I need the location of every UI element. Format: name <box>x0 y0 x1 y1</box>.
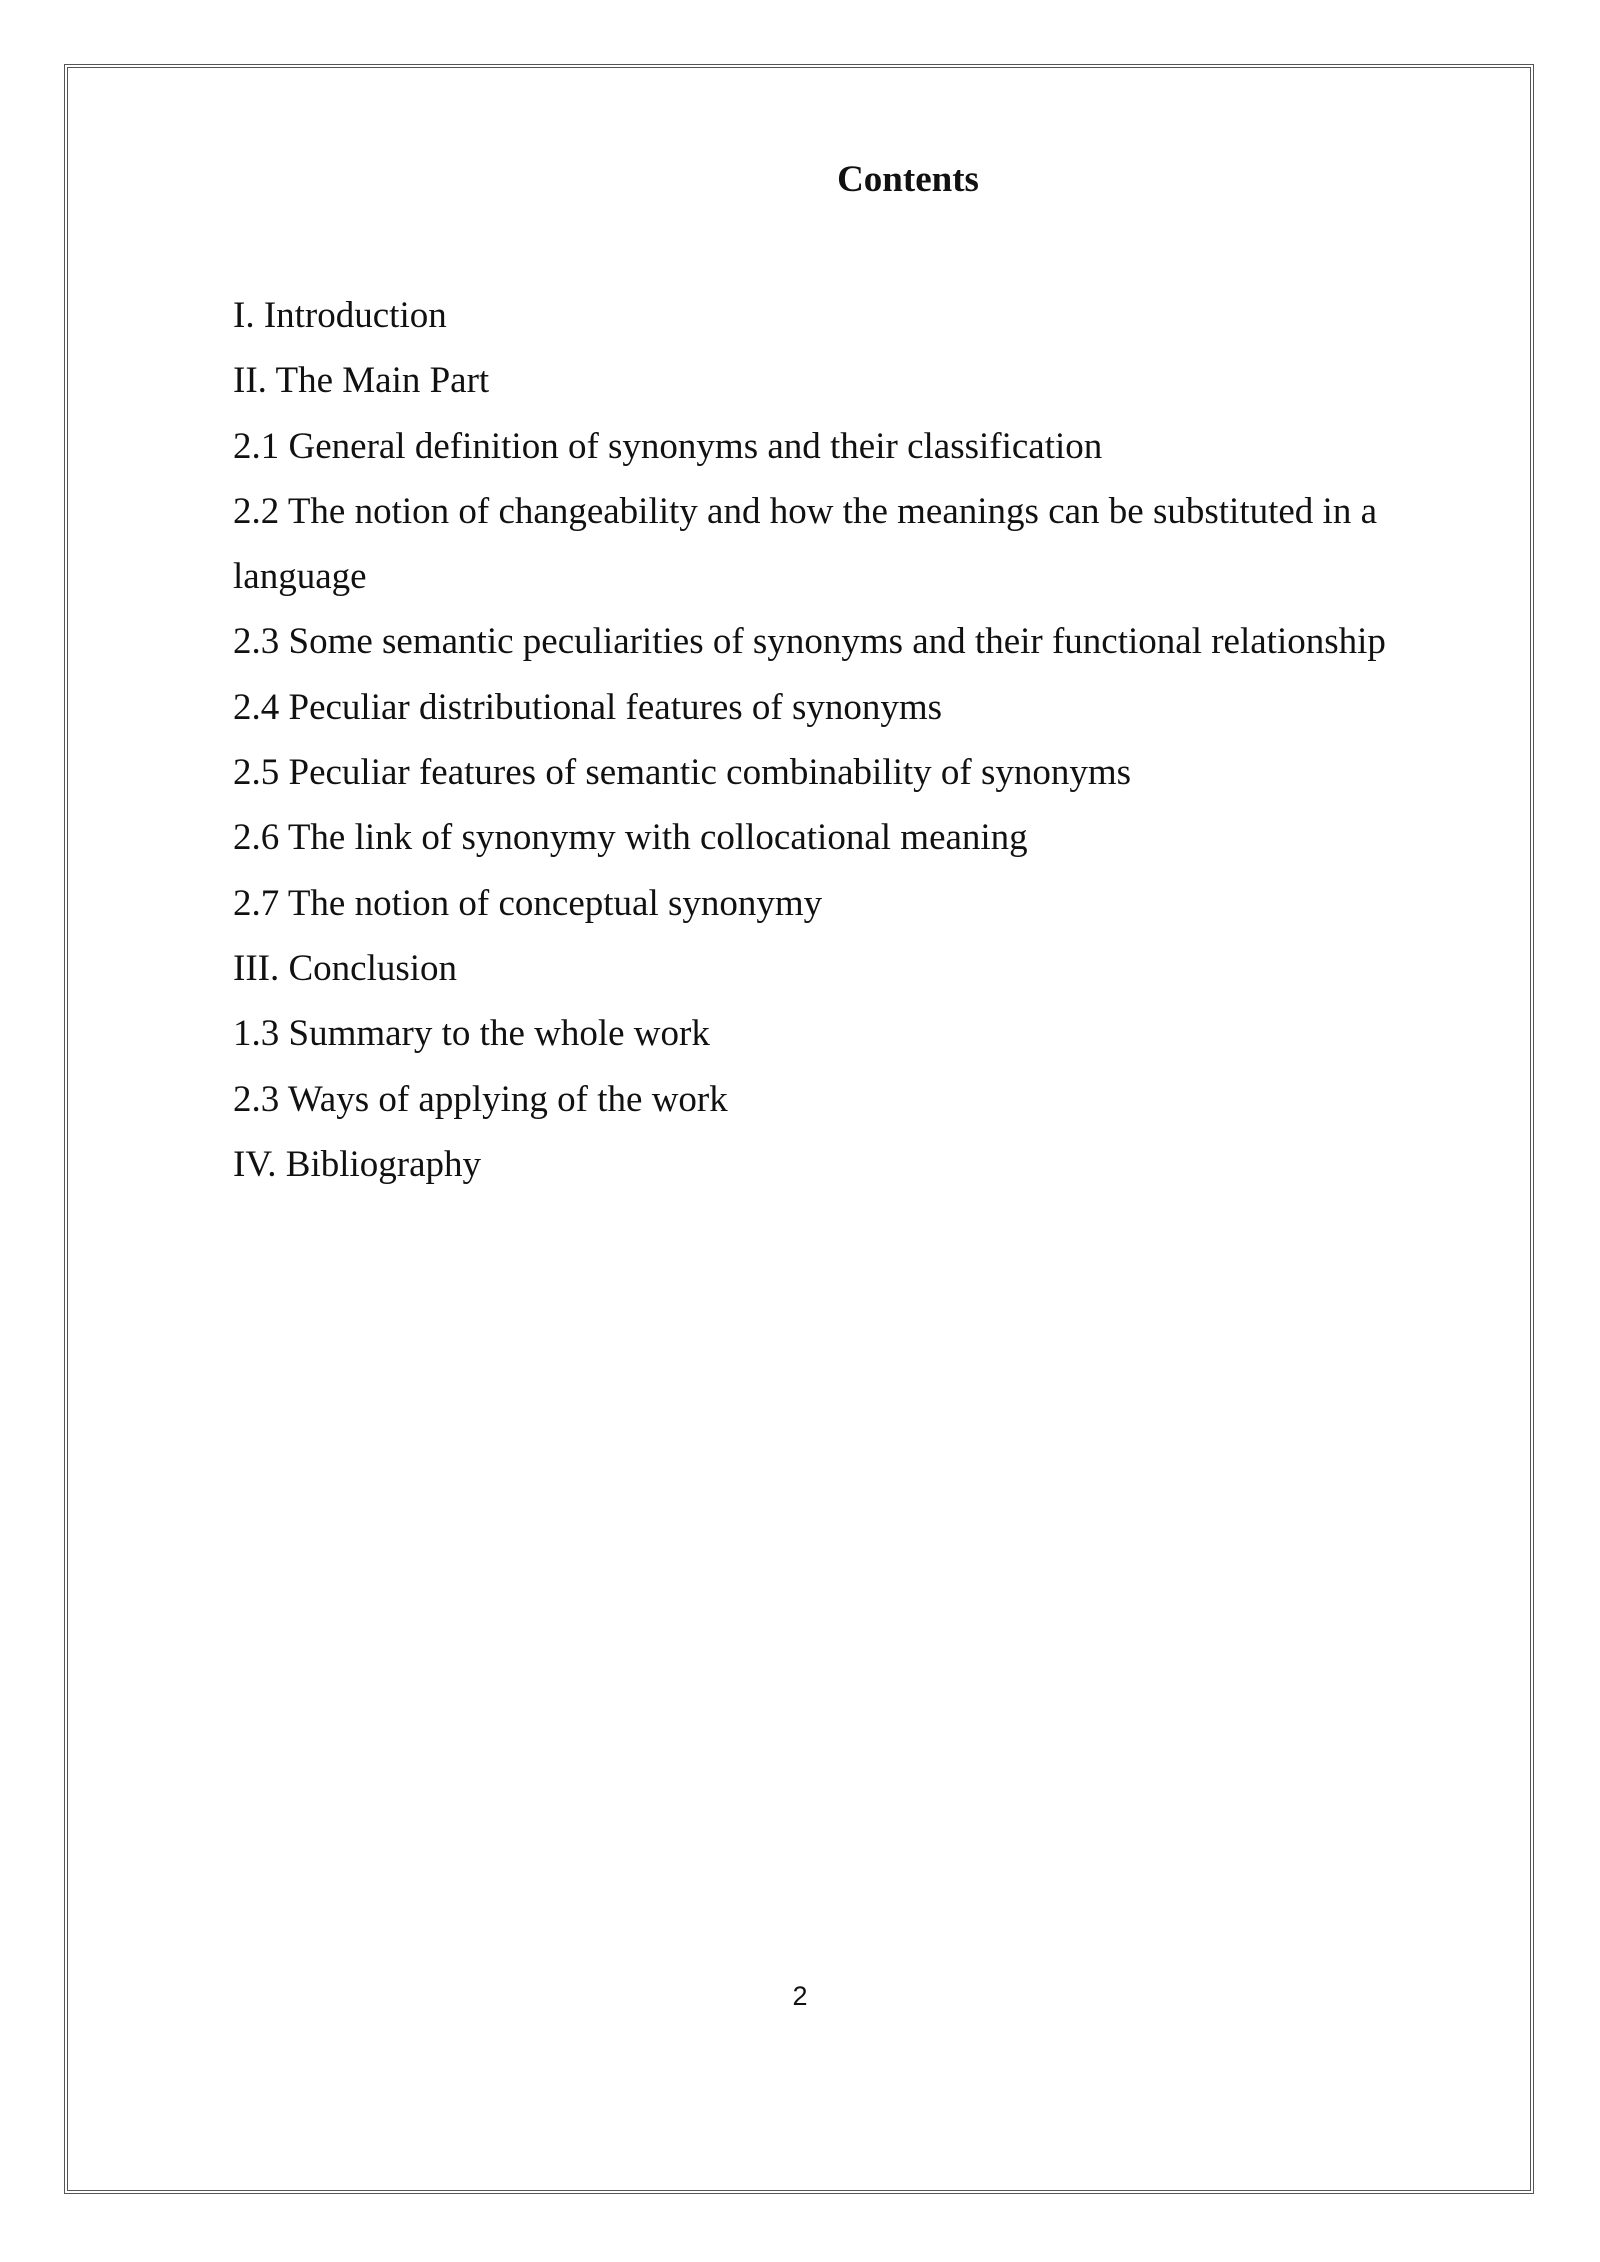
page-number: 2 <box>792 1981 808 2011</box>
toc-item-2-4: 2.4 Peculiar distributional features of synonyms <box>233 686 943 728</box>
toc-item-conclusion: III. Conclusion <box>233 947 458 989</box>
toc-item-main-part: II. The Main Part <box>233 360 490 402</box>
toc-item-2-6: 2.6 The link of synonymy with collocational meaning <box>233 817 1028 859</box>
toc-item-summary: 1.3 Summary to the whole work <box>233 1013 710 1055</box>
toc-item-bibliography: IV. Bibliography <box>233 1143 482 1185</box>
toc-item-ways-of-applying: 2.3 Ways of applying of the work <box>233 1078 728 1120</box>
toc-item-2-2: 2.2 The notion of changeability and how the meanings can be substituted in a language <box>233 490 1378 598</box>
page-border <box>64 64 1534 2194</box>
table-of-contents <box>233 283 1493 1197</box>
toc-item-2-3: 2.3 Some semantic peculiarities of synonyms and their functional relationship <box>233 621 1386 663</box>
toc-item-2-1: 2.1 General definition of synonyms and their classification <box>233 425 1103 467</box>
page-title: Contents <box>837 159 979 200</box>
toc-item-2-5: 2.5 Peculiar features of semantic combinability of synonyms <box>233 752 1132 794</box>
toc-item-2-7: 2.7 The notion of conceptual synonymy <box>233 882 823 924</box>
toc-item-introduction: I. Introduction <box>233 295 447 336</box>
